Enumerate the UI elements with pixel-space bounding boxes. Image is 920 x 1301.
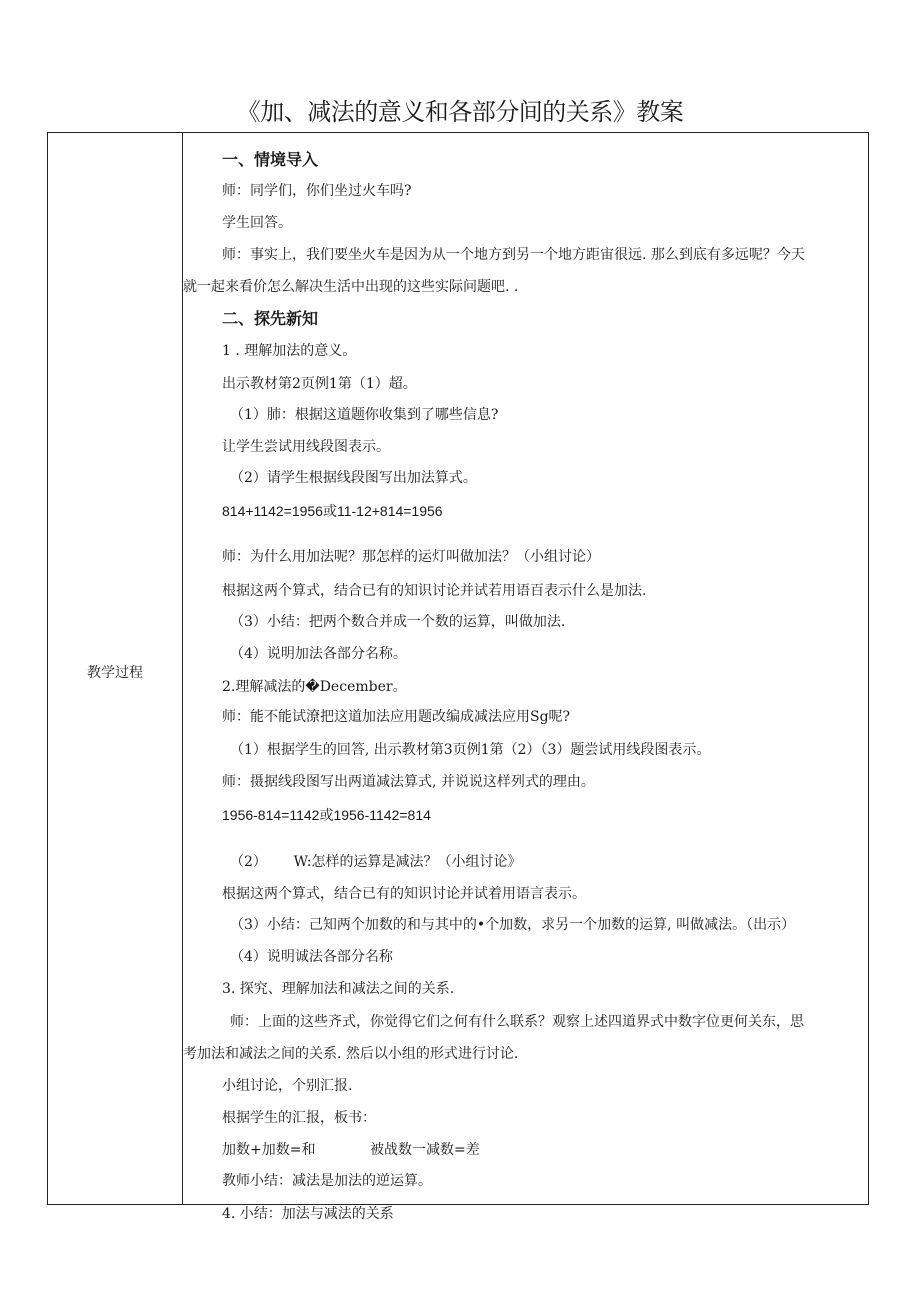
section-heading-intro: 一、情境导入 (222, 150, 319, 169)
formula-addition: 加数+加数=和 (222, 1142, 316, 1158)
section-heading-new-knowledge: 二、探先新知 (222, 309, 319, 328)
text-line: 1 . 理解加法的意义。 (222, 343, 357, 359)
text-line: （4）说明诚法各部分名称 (230, 949, 393, 965)
text-line: 师：为什么用加法呢？那怎样的运灯叫做加法？（小组讨论） (222, 549, 600, 565)
text-line: 就一起来看价怎么解决生活中出现的这些实际问题吧. . (183, 279, 519, 295)
text-line: 出示教材第2页例1第（1）超。 (222, 376, 417, 392)
text-line: 教师小结：减法是加法的逆运算。 (222, 1173, 432, 1189)
text-line: 师：上面的这些齐式，你觉得它们之何有什么联系？观察上述四道界式中数字位更何关东，思 (230, 1014, 804, 1030)
text-line: （1）肺：根据这道题你收集到了哪些信息? (230, 407, 499, 423)
document-title: 《加、减法的意义和各部分间的关系》教案 (236, 98, 684, 126)
text-line: （3）小结：把两个数合并成一个数的运算，叫做加法. (230, 614, 566, 630)
row-label-teaching-process: 教学过程 (87, 665, 143, 681)
text-line: （4）说明加法各部分名称。 (230, 646, 407, 662)
text-line: 师：同学们，你们坐过火车吗? (222, 183, 412, 199)
text-line: 师：摄据线段图写出两道减法算式, 并说说这样列式的理由。 (222, 774, 595, 790)
text-line: 师：能不能试潦把这道加法应用题改编成减法应用Sg呢? (222, 709, 571, 725)
text-line: 学生回答。 (222, 215, 292, 231)
text-line: （2） W:怎样的运算是减法？（小组讨论》 (230, 854, 522, 870)
text-line: 让学生尝试用线段图表示。 (222, 439, 390, 455)
text-line: 根据这两个算式，结合已有的知识讨论并试若用语百表示什么是加法. (222, 583, 647, 599)
text-line: 师：事实上，我们要坐火车是因为从一个地方到另一个地方距宙很远. 那么到底有多远呢？今天 (222, 247, 805, 263)
text-line: （2）请学生根据线段图写出加法算式。 (230, 470, 477, 486)
equation-line: 1956-814=1142或1956-1142=814 (222, 807, 431, 823)
equation-line: 814+1142=1956或11-12+814=1956 (222, 503, 443, 519)
text-line: （3）小结：己知两个加数的和与其中的•个加数，求另一个加数的运算, 叫做减法。（出示） (230, 917, 796, 933)
text-line: 小组讨论，个别汇报. (222, 1078, 353, 1094)
text-line: 根据学生的汇报，板书： (222, 1110, 376, 1126)
text-line: 考加法和减法之间的关系. 然后以小组的形式进行讨论. (183, 1046, 519, 1062)
text-line: （1）根据学生的回答, 出示教材第3页例1第（2）（3）题尝试用线段图表示。 (230, 742, 711, 758)
formula-subtraction: 被战数一减数=差 (370, 1142, 480, 1158)
clipped-text: 4. 小结：加法与减法的关系 (222, 1206, 394, 1222)
text-line: 2.理解减法的�December。 (222, 679, 407, 695)
clipped-text-line (222, 1196, 502, 1222)
text-line: 根据这两个算式，结合已有的知识讨论并试着用语言表示。 (222, 886, 586, 902)
text-line: 3. 探究、理解加法和减法之间的关系. (222, 981, 455, 997)
